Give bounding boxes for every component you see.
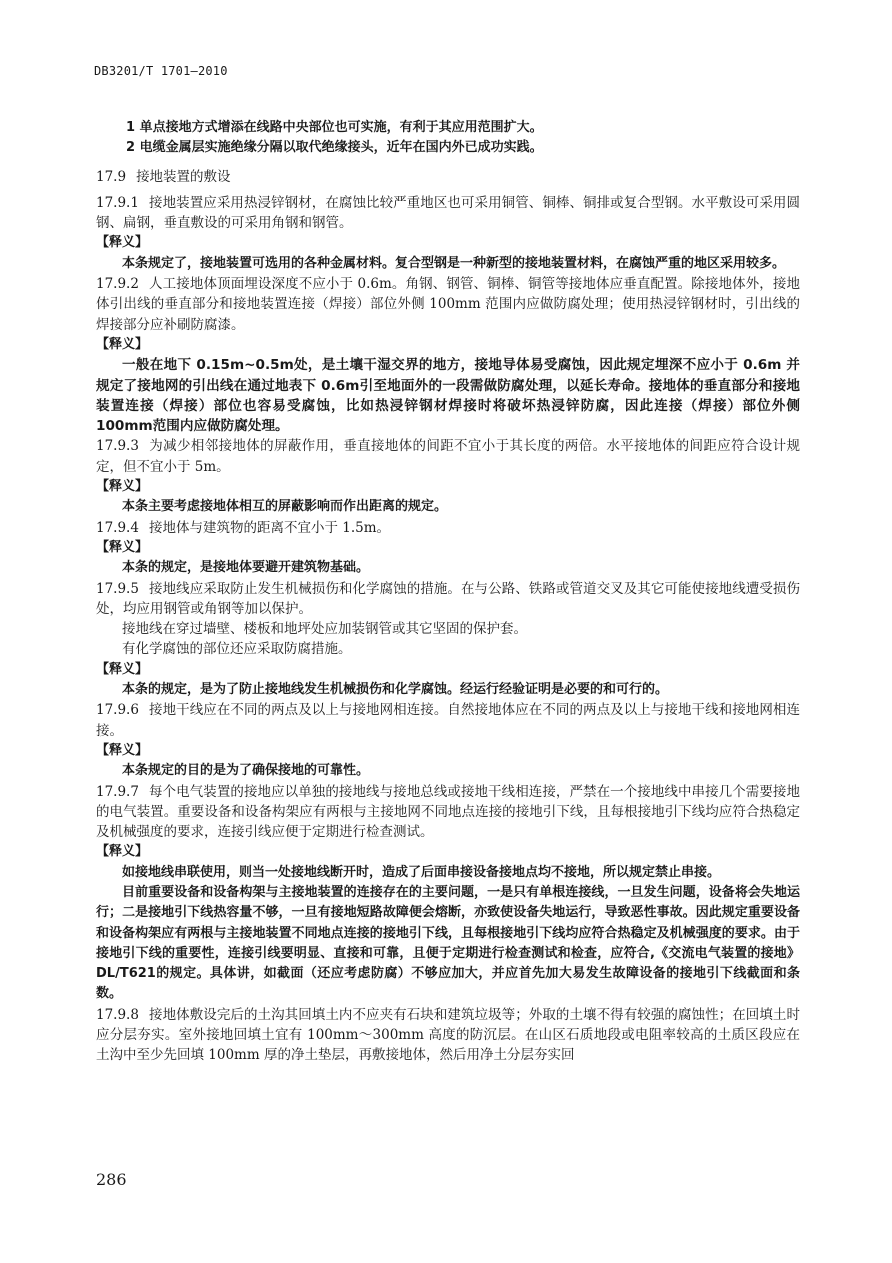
explain-label: 【释义】 bbox=[96, 336, 149, 352]
explain-text: 本条的规定，是接地体要避开建筑物基础。 bbox=[122, 560, 370, 576]
clause-number: 17.9.4 bbox=[96, 519, 139, 536]
clause-text: 接地装置应采用热浸锌钢材，在腐蚀比较严重地区也可采用铜管、铜棒、铜排或复合型钢。水平敷设可采用圆钢、扁钢，垂直敷设的可采用角钢和钢管。 bbox=[96, 194, 800, 232]
list-item: 2 电缆金属层实施绝缘分隔以取代绝缘接头，近年在国内外已成功实践。 bbox=[126, 140, 543, 156]
clause-text: 接地干线应在不同的两点及以上与接地网相连接。自然接地体应在不同的两点及以上与接地干线和接地网相连接。 bbox=[96, 702, 800, 739]
explain-text: 本条规定的目的是为了确保接地的可靠性。 bbox=[122, 763, 370, 779]
explain-label: 【释义】 bbox=[96, 479, 149, 495]
clause-number: 17.9.8 bbox=[96, 1006, 139, 1023]
clause-paragraph: 接地线在穿过墙壁、楼板和地坪处应加装钢管或其它坚固的保护套。 bbox=[122, 621, 527, 638]
clause bbox=[96, 700, 800, 741]
clause bbox=[96, 518, 800, 538]
clause-number: 17.9.7 bbox=[96, 783, 139, 800]
clause bbox=[96, 436, 800, 477]
clause-paragraph: 有化学腐蚀的部位还应采取防腐措施。 bbox=[122, 641, 352, 658]
clause-number: 17.9.6 bbox=[96, 702, 139, 719]
section-title: 接地装置的敷设 bbox=[136, 168, 231, 185]
clause bbox=[96, 274, 800, 335]
explain-label: 【释义】 bbox=[96, 539, 149, 555]
explain-label: 【释义】 bbox=[96, 742, 149, 758]
list-item: 1 单点接地方式增添在线路中央部位也可实施，有利于其应用范围扩大。 bbox=[126, 120, 543, 135]
clause-text: 接地体与建筑物的距离不宜小于 1.5m。 bbox=[148, 519, 391, 536]
clause-number: 17.9.5 bbox=[96, 580, 139, 597]
page-content bbox=[96, 118, 800, 1066]
explain-text: 本条主要考虑接地体相互的屏蔽影响而作出距离的规定。 bbox=[122, 499, 448, 515]
clause bbox=[96, 193, 800, 234]
explain-text: 目前重要设备和设备构架与主接地装置的连接存在的主要问题，一是只有单根连接线，一旦发生问题，设备将会失地运行；二是接地引下线热容量不够，一旦有接地短路故障便会熔断，亦致使设备失地运行，导致恶性事故。因此规定重要设备和设备构架应有两根与主接地装置不同地点连接的接地引下线，且每根接地引下线均应符合热稳定及机械强度的要求。由于接地引下线的重要性，连接引线要明显、直接和可靠，且便于定期进行检查测试和检查，应符合,《交流电气装置的接地》DL/T621的规定。具体讲，如截面（还应考虑防腐）不够应加大，并应首先加大易发生故障设备的接地引下线截面和条数。 bbox=[96, 884, 800, 1002]
clause-text: 人工接地体顶面埋设深度不应小于 0.6m。角钢、钢管、铜棒、铜管等接地体应垂直配置。除接地体外，接地体引出线的垂直部分和接地装置连接（焊接）部位外侧 100mm 范围内应做防腐处理；使用热浸锌钢材时，引出线的焊接部分应补刷防腐漆。 bbox=[96, 276, 800, 333]
explain-text: 本条的规定，是为了防止接地线发生机械损伤和化学腐蚀。经运行经验证明是必要的和可行的。 bbox=[122, 682, 669, 698]
explain-label: 【释义】 bbox=[96, 661, 149, 677]
page-number: 286 bbox=[96, 1170, 127, 1189]
clause-number: 17.9.3 bbox=[96, 438, 139, 455]
explain-text: 本条规定了，接地装置可选用的各种金属材料。复合型钢是一种新型的接地装置材料，在腐蚀严重的地区采用较多。 bbox=[122, 255, 786, 271]
clause bbox=[96, 1005, 800, 1066]
explain-text: 一般在地下 0.15m~0.5m处，是土壤干湿交界的地方，接地导体易受腐蚀，因此规定埋深不应小于 0.6m 并规定了接地网的引出线在通过地表下 0.6m引至地面外的一段需做防腐处理，以延长寿命。接地体的垂直部分和接地装置连接（焊接）部位也容易受腐蚀，比如热浸锌钢材焊接时将破坏热浸锌防腐，因此连接（焊接）部位外侧 100mm范围内应做防腐处理。 bbox=[96, 357, 800, 435]
clause-text: 为减少相邻接地体的屏蔽作用，垂直接地体的间距不宜小于其长度的两倍。水平接地体的间距应符合设计规定，但不宜小于 5m。 bbox=[96, 438, 800, 475]
clause-number: 17.9.1 bbox=[96, 194, 139, 211]
explain-text: 如接地线串联使用，则当一处接地线断开时，造成了后面串接设备接地点均不接地，所以规定禁止串接。 bbox=[122, 864, 721, 880]
section-heading bbox=[96, 167, 800, 187]
explain-label: 【释义】 bbox=[96, 844, 149, 860]
clause bbox=[96, 782, 800, 843]
doc-code-header: DB3201/T 1701—2010 bbox=[94, 64, 228, 78]
clause-number: 17.9.2 bbox=[96, 276, 139, 293]
clause-text: 接地体敷设完后的土沟其回填土内不应夹有石块和建筑垃圾等；外取的土壤不得有较强的腐蚀性；在回填土时应分层夯实。室外接地回填土宜有 100mm～300mm 高度的防沉层。在山区石质地段或电阻率较高的土质区段应在土沟中至少先回填 100mm 厚的净土垫层，再敷接地体，然后用净土分层夯实回 bbox=[96, 1006, 800, 1064]
clause-text: 接地线应采取防止发生机械损伤和化学腐蚀的措施。在与公路、铁路或管道交叉及其它可能使接地线遭受损伤处，均应用钢管或角钢等加以保护。 bbox=[96, 580, 800, 617]
explain-label: 【释义】 bbox=[96, 235, 149, 251]
clause bbox=[96, 579, 800, 620]
section-number: 17.9 bbox=[96, 168, 127, 185]
clause-text: 每个电气装置的接地应以单独的接地线与接地总线或接地干线相连接，严禁在一个接地线中串接几个需要接地的电气装置。重要设备和设备构架应有两根与主接地网不同地点连接的接地引下线，且每根接地引下线均应符合热稳定及机械强度的要求，连接引线应便于定期进行检查测试。 bbox=[96, 783, 800, 841]
